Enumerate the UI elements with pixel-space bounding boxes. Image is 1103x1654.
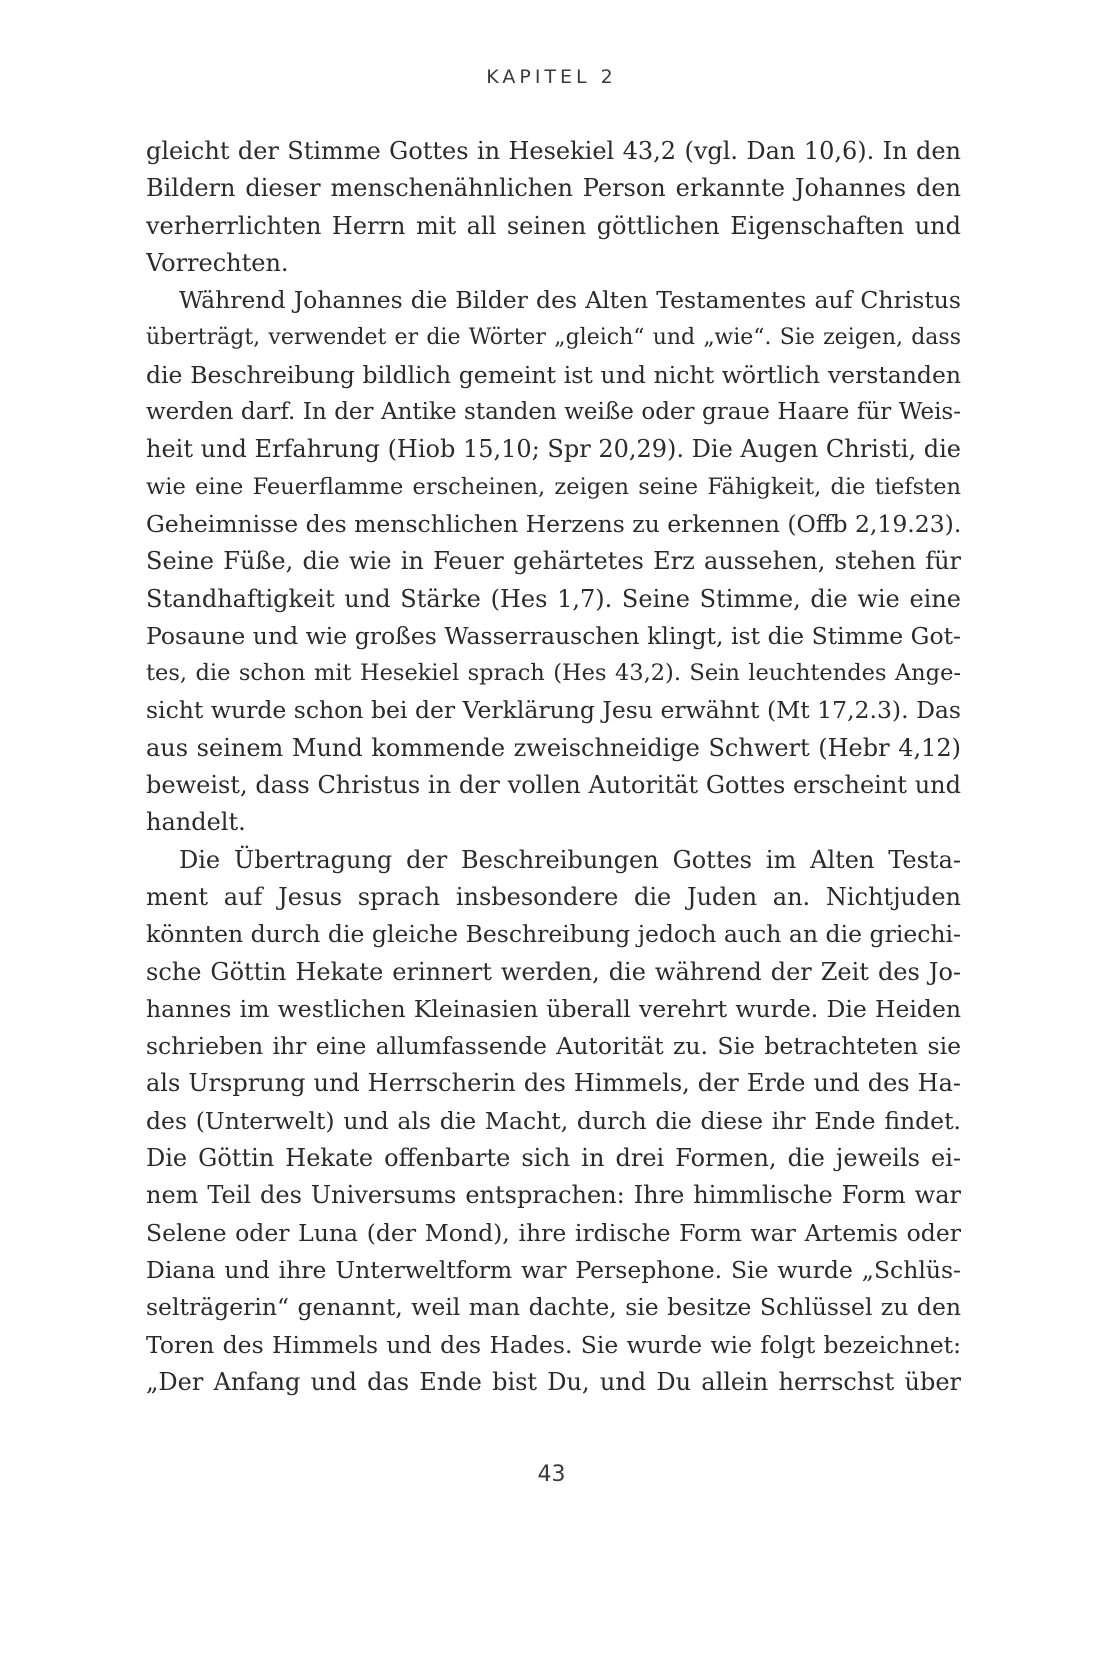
text-line: sicht wurde schon bei der Verklärung Jesu erwähnt (Mt 17,2.3). Das [146,696,961,725]
paragraph [146,133,961,282]
text-line: heit und Erfahrung (Hiob 15,10; Spr 20,29). Die Augen Christi, die [146,435,961,464]
text-line: tes, die schon mit Hesekiel sprach (Hes 43,2). Sein leuchtendes Ange- [146,660,961,687]
text-line: überträgt, verwendet er die Wörter „gleich“ und „wie“. Sie zeigen, dass [146,325,961,351]
text-line: ment auf Jesus sprach insbesondere die Juden an. Nichtjuden [146,882,961,911]
text-line: selträgerin“ genannt, weil man dachte, sie besitze Schlüssel zu den [146,1293,961,1322]
text-line: handelt. [146,808,246,837]
text-line: als Ursprung und Herrscherin des Himmels, der Erde und des Ha- [146,1069,961,1098]
paragraph [146,842,961,1401]
text-line: Bildern dieser menschenähnlichen Person erkannte Johannes den [146,174,961,203]
text-line: die Beschreibung bildlich gemeint ist und nicht wörtlich verstanden [146,360,961,389]
text-line: des (Unterwelt) und als die Macht, durch die diese ihr Ende findet. [146,1106,961,1135]
text-line: Vorrechten. [146,248,289,277]
text-line: Seine Füße, die wie in Feuer gehärtetes Erz aussehen, stehen für [146,547,961,576]
text-line: Während Johannes die Bilder des Alten Testamentes auf Christus [179,286,961,315]
text-line: gleicht der Stimme Gottes in Hesekiel 43,2 (vgl. Dan 10,6). In den [146,137,961,165]
text-line: schrieben ihr eine allumfassende Autorität zu. Sie betrachteten sie [146,1032,961,1061]
text-line: beweist, dass Christus in der vollen Autorität Gottes erscheint und [146,771,961,800]
text-line: verherrlichten Herrn mit all seinen göttlichen Eigenschaften und [146,211,961,240]
text-line: hannes im westlichen Kleinasien überall verehrt wurde. Die Heiden [146,994,961,1023]
running-head: KAPITEL 2 [486,66,617,88]
text-line: Standhaftigkeit und Stärke (Hes 1,7). Seine Stimme, die wie eine [146,584,961,613]
text-line: Selene oder Luna (der Mond), ihre irdische Form war Artemis oder [146,1218,961,1247]
text-line: Geheimnisse des menschlichen Herzens zu erkennen (Offb 2,19.23). [146,509,961,538]
body-text [146,133,961,1401]
page-number: 43 [537,1462,566,1487]
text-line: könnten durch die gleiche Beschreibung jedoch auch an die griechi- [146,920,961,949]
text-line: werden darf. In der Antike standen weiße oder graue Haare für Weis- [146,399,961,426]
text-line: Die Übertragung der Beschreibungen Gottes im Alten Testa- [179,845,961,874]
paragraph [146,282,961,841]
text-line: aus seinem Mund kommende zweischneidige Schwert (Hebr 4,12) [146,733,961,762]
text-line: Posaune und wie großes Wasserrauschen klingt, ist die Stimme Got- [146,621,961,650]
text-line: wie eine Feuerflamme erscheinen, zeigen seine Fähigkeit, die tiefsten [146,473,961,500]
text-line: „Der Anfang und das Ende bist Du, und Du allein herrschst über [146,1367,961,1396]
text-line: Diana und ihre Unterweltform war Persephone. Sie wurde „Schlüs- [146,1255,961,1284]
text-line: Toren des Himmels und des Hades. Sie wurde wie folgt bezeichnet: [146,1330,961,1359]
text-line: Die Göttin Hekate offenbarte sich in drei Formen, die jeweils ei- [146,1144,961,1173]
text-line: nem Teil des Universums entsprachen: Ihre himmlische Form war [146,1181,961,1210]
text-line: sche Göttin Hekate erinnert werden, die während der Zeit des Jo- [146,957,961,986]
